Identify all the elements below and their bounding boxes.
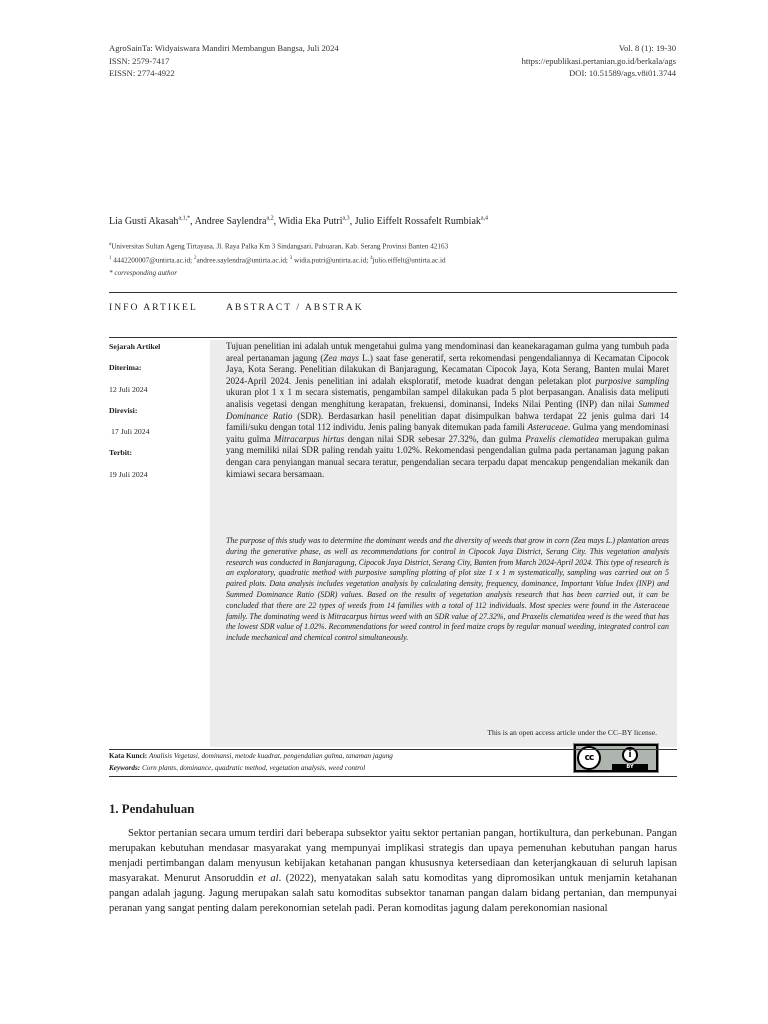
author-4: Julio Eiffelt Rossafelt Rumbiak$^{a,4}$ bbox=[354, 216, 489, 228]
history-title: Sejarah Artikel bbox=[109, 342, 161, 351]
eissn: EISSN: 2774-4922 bbox=[109, 68, 175, 79]
italic-term: Summed Dominance Ratio bbox=[226, 398, 669, 421]
attribution-icon: i bbox=[622, 747, 638, 763]
received-date: 12 Juli 2024 bbox=[109, 385, 148, 394]
affiliations bbox=[109, 239, 679, 280]
heading-rule bbox=[109, 337, 677, 338]
author-2: Andree Saylendra$^{a,2}$, bbox=[194, 216, 279, 228]
keywords-en-value: Corn plants, dominance, quadratic method, vegetation analysis, weed control bbox=[141, 764, 366, 772]
text-run: . (2022), menyatakan salah satu komoditas yang dipromosikan untuk menjamin ketahanan pangan adalah jagung. Jagung merupakan salah satu komoditas subsektor tanaman pangan dalam bidang pertanian, dan mempunyai peranan yang sangat penting dalam perekonomian setelah padi. Peran komoditas jagung dalam perekonomian nasional bbox=[109, 873, 678, 915]
text-run: . Gulma yang mendominasi yaitu gulma bbox=[226, 422, 669, 444]
published-date: 19 Juli 2024 bbox=[109, 470, 148, 479]
italic-term: Asteraceae bbox=[527, 422, 568, 433]
volume-info: Vol. 8 (1): 19-30 bbox=[618, 43, 676, 53]
text-run: ukuran plot 1 x 1 m secara sistematis, pengambilan sampel dilakukan pada 5 plot berpasangan. Analisis data meliputi analisis vegetasi dengan menghitung kerapatan, frekuensi, dominansi, Indeks Nilai Penting (INP) dan nilai bbox=[226, 387, 669, 409]
keywords-id-label: Kata Kunci: bbox=[109, 752, 148, 760]
revised-date: 17 Juli 2024 bbox=[111, 427, 150, 436]
journal-url[interactable]: https://epublikasi.pertanian.go.id/berkala/ags bbox=[521, 55, 676, 66]
keywords-en bbox=[109, 764, 365, 772]
keywords-id bbox=[109, 752, 393, 760]
by-label: BY bbox=[612, 764, 648, 771]
revised-label: Direvisi: bbox=[109, 406, 138, 415]
keywords-id-value: Analisis Vegetasi, dominansi, metode kuadrat, pengendalian gulma, tanaman jagung bbox=[148, 752, 393, 760]
top-rule bbox=[109, 292, 677, 293]
text-run: (SDR). Berdasarkan hasil penelitian dapat disimpulkan bahwa terdapat 22 jenis gulma dari 14 famili/suku dengan total 112 individu. Jenis paling banyak ditemukan pada famili bbox=[226, 410, 669, 433]
info-heading: INFO ARTIKEL bbox=[109, 302, 198, 313]
email-line: $^1$ 4442200007@untirta.ac.id; $^2$andree.saylendra@untirta.ac.id; $^3$ widia.putri@untirta.ac.id; $^4$julio.eiffelt@untirta.ac.id bbox=[109, 255, 446, 265]
email-3[interactable]: widia.putri@untirta.ac.id; bbox=[294, 256, 369, 265]
affiliation-line: $^a$Universitas Sultan Ageng Tirtayasa, Jl. Raya Palka Km 3 Sindangsari, Pabuaran, Kab. Serang Provinsi Banten 42163 bbox=[109, 242, 449, 251]
journal-header-right bbox=[522, 42, 676, 80]
section-title: 1. Pendahuluan bbox=[109, 802, 195, 816]
text-run: Tujuan penelitian ini adalah untuk mengetahui gulma yang mendominasi dan keanekaragaman gulma yang tumbuh pada areal pertanaman jagung ( bbox=[226, 341, 669, 363]
journal-name: AgroSainTa: Widyaiswara Mandiri Membangun Bangsa, Juli 2024 bbox=[109, 43, 339, 53]
corresponding-note: * corresponding author bbox=[109, 268, 178, 277]
text-run: L.) saat fase generatif, serta rekomendasi pengendaliannya di Kecamatan Cipocok Jaya, Kota Serang. Penelitian dilakukan di Banjaragung, Kecamatan Cipocok Jaya, Kota Serang, Banten mulai Maret 2024-April 2024. Jenis penelitian ini adalah eksploratif, metode kuadrat dengan peletakan plot bbox=[226, 352, 669, 386]
italic-term: purposive sampling bbox=[595, 375, 669, 386]
cc-icon: cc bbox=[577, 746, 601, 770]
received-label: Diterima: bbox=[109, 363, 142, 372]
doi[interactable]: DOI: 10.51589/ags.v8i01.3744 bbox=[569, 68, 676, 79]
cc-by-badge[interactable] bbox=[573, 743, 659, 773]
keywords-bottom-rule bbox=[109, 776, 677, 777]
journal-header-left bbox=[109, 42, 339, 80]
text-run: merupakan gulma yang memiliki nilai SDR paling rendah yaitu 1.02%. Rekomendasi pengendalian gulma pada pertanaman jagung pakan dengan cara penyiangan manual secara teratur, pengendalian secara terpadu dapat mencakup pengendalian mekanik dan kimiawi secara bersamaan. bbox=[226, 433, 670, 479]
author-list bbox=[109, 216, 679, 227]
text-run: dengan nilai SDR sebesar 27.32%, dan gulma bbox=[344, 433, 526, 444]
abstract-heading: ABSTRACT / ABSTRAK bbox=[226, 302, 364, 313]
abstract-indonesian bbox=[226, 341, 669, 480]
introduction-paragraph bbox=[109, 826, 677, 917]
email-2[interactable]: andree.saylendra@untirta.ac.id; bbox=[196, 256, 288, 265]
email-4[interactable]: julio.eiffelt@untirta.ac.id bbox=[372, 256, 446, 265]
italic-term: et al bbox=[258, 873, 279, 885]
email-1[interactable]: 4442200007@untirta.ac.id; bbox=[113, 256, 193, 265]
italic-term: Praxelis clematidea bbox=[525, 433, 599, 444]
author-3: Widia Eka Putri$^{a,3}$, bbox=[278, 216, 355, 228]
issn: ISSN: 2579-7417 bbox=[109, 55, 170, 66]
keywords-en-label: Keywords: bbox=[109, 764, 141, 772]
italic-term: Mitracarpus hirtus bbox=[273, 433, 345, 444]
text-run: Sektor pertanian secara umum terdiri dari beberapa subsektor yaitu sektor pertanian pangan, hortikultura, dan perkebunan. Pangan merupakan kebutuhan mendasar masyarakat yang mempunyai implikasi strategis dan upaya pemenuhan kebutuhan pangan harus menjadi pertimbangan dalam menyusun kebijakan ketahanan pangan khususnya ketersediaan dan keterjangkauan di seluruh lapisan masyarakat. Menurut Ansoruddin bbox=[109, 828, 677, 885]
abstract-english: The purpose of this study was to determine the dominant weeds and the diversity of weeds that grow in corn (Zea mays L.) plantation areas during the generative phase, as well as recommendations for control in Cipocok Jaya District, Serang City. This vegetation analysis research was conducted in Banjaragung, Cipocok Jaya District, Serang City, Banten from March 2024-April 2024. This type of research is an exploratory, quadratic method with purposive sampling plotting of plot size 1 x 1 m systematically, sampling was carried out on 5 paired plots. Data analysis includes vegetation analysis by calculating density, frequency, dominance, Important Value Index (INP) and Summed Dominance Ratio (SDR) values. Based on the results of vegetation analysis research that has been carried out, it can be concluded that there are 22 types of weeds from 14 families with a total of 112 individuals. Most species were found in the Asteraceae family. The dominating weed is Mitracarpus hirtus weed with an SDR value of 27.32%, and Praxelis clematidea weed is the weed that has the lowest SDR value of 1.02%. Recommendations for weed control in feed maize crops by regular manual weeding, integrated control can include mechanical and chemical control simultaneously. bbox=[226, 536, 669, 643]
license-statement: This is an open access article under the CC–BY license. bbox=[487, 728, 657, 737]
keywords-top-rule bbox=[109, 749, 677, 750]
italic-term: Zea mays bbox=[323, 352, 359, 363]
author-1: Lia Gusti Akasah$^{a,1,*}$, bbox=[109, 216, 195, 228]
published-label: Terbit: bbox=[109, 448, 133, 457]
